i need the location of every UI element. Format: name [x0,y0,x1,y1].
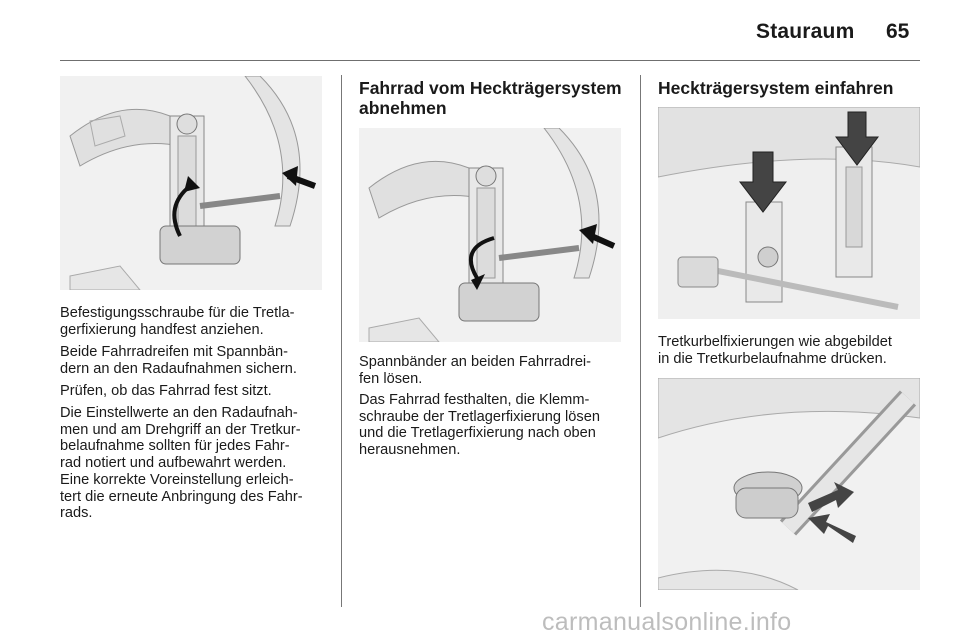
column-divider-1 [341,75,342,607]
page-number: 65 [886,20,910,43]
page-title: Stauraum [756,20,855,43]
column-divider-2 [640,75,641,607]
paragraph-tighten-screw: Befestigungsschraube für die Tretla- gerfixierung handfest anziehen. [60,305,295,338]
header-rule [60,60,920,61]
crank-holder-press-illustration-icon [658,107,920,319]
bike-pedal-clamp-illustration-icon [60,76,322,290]
paragraph-check-bike: Prüfen, ob das Fahrrad fest sitzt. [60,383,272,399]
paragraph-release-straps: Spannbänder an beiden Fahrradrei- fen lösen. [359,354,592,387]
heading-remove-bike: Fahrrad vom Heckträgersystem abnehmen [359,78,622,118]
heading-retract-carrier: Heckträgersystem einfahren [658,78,894,98]
paragraph-remove-fixture: Das Fahrrad festhalten, die Klemm- schraube der Tretlagerfixierung lösen und die Tretlagerfixierung nach oben herausnehmen. [359,392,600,459]
carrier-retract-illustration-icon [658,378,920,590]
bike-pedal-release-illustration-icon [359,128,621,342]
paragraph-settings-note: Die Einstellwerte an den Radaufnah- men und am Drehgriff an der Tretkur- belaufnahme sollten für jedes Fahr- rad notiert und aufbewahrt werden. Eine korrekte Voreinstellung erleich- tert die erneute Anbringung des Fahr- rads. [60,405,303,522]
watermark: carmanualsonline.info [542,608,792,636]
page-header [0,0,960,62]
paragraph-press-holders: Tretkurbelfixierungen wie abgebildet in die Tretkurbelaufnahme drücken. [658,334,892,367]
paragraph-secure-tires: Beide Fahrradreifen mit Spannbän- dern an den Radaufnahmen sichern. [60,344,297,377]
